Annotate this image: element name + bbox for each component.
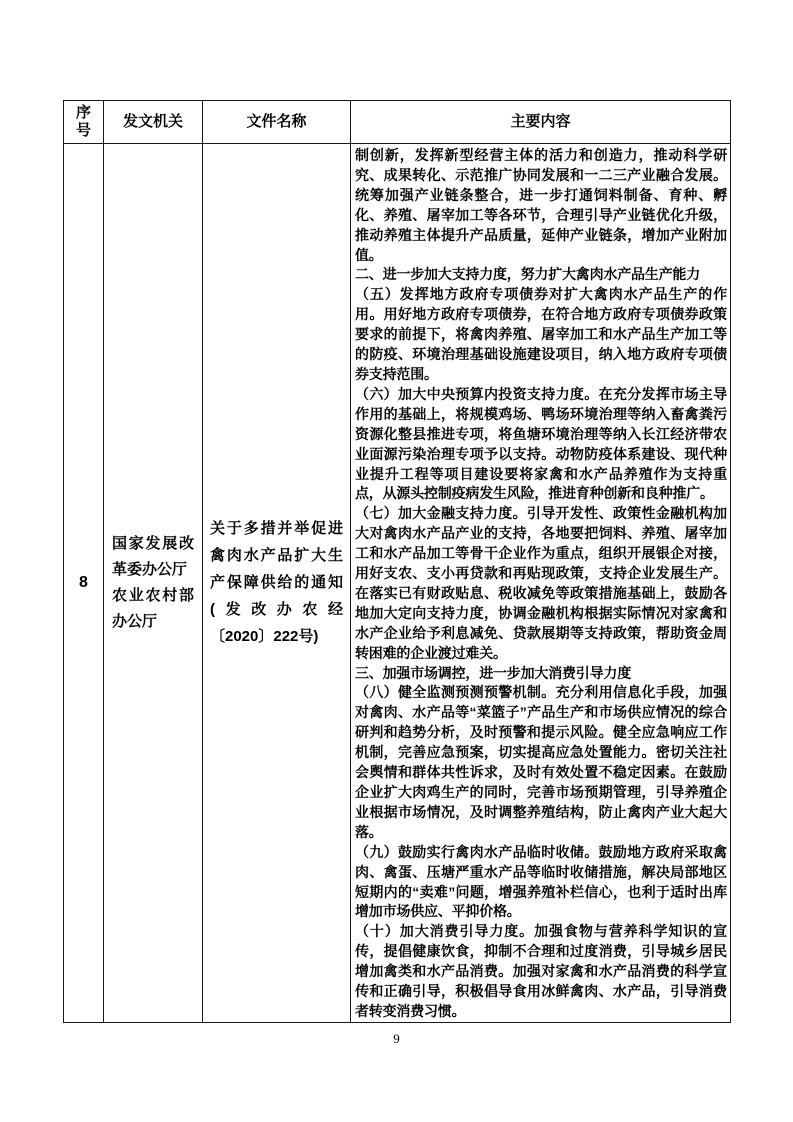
issuing-agency-line-2: 农业农村部办公厅 xyxy=(112,586,194,630)
page-number: 9 xyxy=(393,1031,400,1046)
content-section-heading-2: 二、进一步加大支持力度，努力扩大禽肉水产品生产能力 xyxy=(355,266,700,283)
content-section-heading-3: 三、加强市场调控，进一步加大消费引导力度 xyxy=(355,664,631,681)
cell-main-content xyxy=(351,144,731,1023)
content-paragraph-item-6: （六）加大中央预算内投资支持力度。在充分发挥市场主导作用的基础上，将规模鸡场、鸭场环境治理等纳入畜禽粪污资源化整县推进专项，将鱼塘环境治理等纳入长江经济带农业面源污染治理专项予以支持。动物防疫体系建设、现代种业提升工程等项目建设要将家禽和水产品养殖作为支持重点，从源头控制疫病发生风险，推进育种创新和良种推广。 xyxy=(355,385,727,502)
content-paragraph-item-7: （七）加大金融支持力度。引导开发性、政策性金融机构加大对禽肉水产品产业的支持，各地要把饲料、养殖、屠宰加工和水产品加工等骨干企业作为重点，组织开展银企对接，用好支农、支小再贷款和再贴现政策，支持企业发展生产。在落实已有财政贴息、税收减免等政策措施基础上，鼓励各地加大定向支持力度，协调金融机构根据实际情况对家禽和水产企业给予利息减免、贷款展期等支持政策，帮助资金周转困难的企业渡过难关。 xyxy=(355,505,727,661)
cell-document-title: 关于多措并举促进禽肉水产品扩大生产保障供给的通知(发改办农经〔2020〕222号) xyxy=(203,144,351,1023)
content-paragraph-item-5: （五）发挥地方政府专项债券对扩大禽肉水产品生产的作用。用好地方政府专项债券，在符合地方政府专项债券政策要求的前提下，将禽肉养殖、屠宰加工和水产品生产加工等的防疫、环境治理基础设施建设项目，纳入地方政府专项债券支持范围。 xyxy=(355,286,727,382)
header-main-content: 主要内容 xyxy=(351,101,731,144)
content-paragraph-item-8: （八）健全监测预测预警机制。充分利用信息化手段，加强对禽肉、水产品等“菜篮子”产品生产和市场供应情况的综合研判和趋势分析，及时预警和提示风险。健全应急响应工作机制，完善应急预案，切实提高应急处置能力。密切关注社会舆情和群体共性诉求，及时有效处置不稳定因素。在鼓励企业扩大肉鸡生产的同时，完善市场预期管理，引导养殖企业根据市场情况，及时调整养殖结构，防止禽肉产业大起大落。 xyxy=(355,684,727,840)
header-document-name: 文件名称 xyxy=(203,101,351,144)
content-paragraph-continuation: 制创新，发挥新型经营主体的活力和创造力，推动科学研究、成果转化、示范推广协同发展和一二三产业融合发展。统筹加强产业链条整合，进一步打通饲料制备、育种、孵化、养殖、屠宰加工等各环节，合理引导产业链优化升级，推动养殖主体提升产品质量，延伸产业链条，增加产业附加值。 xyxy=(355,147,727,263)
header-serial-number: 序号 xyxy=(64,101,104,144)
content-paragraph-item-9: （九）鼓励实行禽肉水产品临时收储。鼓励地方政府采取禽肉、禽蛋、压塘严重水产品等临时收储措施，解决局部地区短期内的“卖难”问题，增强养殖补栏信心，也利于适时出库增加市场供应、平抑价格。 xyxy=(355,843,727,920)
table-header-row xyxy=(64,101,731,144)
content-paragraph-item-10: （十）加大消费引导力度。加强食物与营养科学知识的宣传，提倡健康饮食，抑制不合理和过度消费，引导城乡居民增加禽类和水产品消费。加强对家禽和水产品消费的科学宣传和正确引导，积极倡导食用冰鲜禽肉、水产品，引导消费者转变消费习惯。 xyxy=(355,923,727,1019)
cell-issuing-agency xyxy=(104,144,203,1023)
table-row xyxy=(64,144,731,1023)
issuing-agency-line-1: 国家发展改革委办公厅 xyxy=(112,534,194,578)
cell-serial-number: 8 xyxy=(64,144,104,1023)
policy-documents-table xyxy=(63,100,731,1023)
header-issuing-agency: 发文机关 xyxy=(104,101,203,144)
